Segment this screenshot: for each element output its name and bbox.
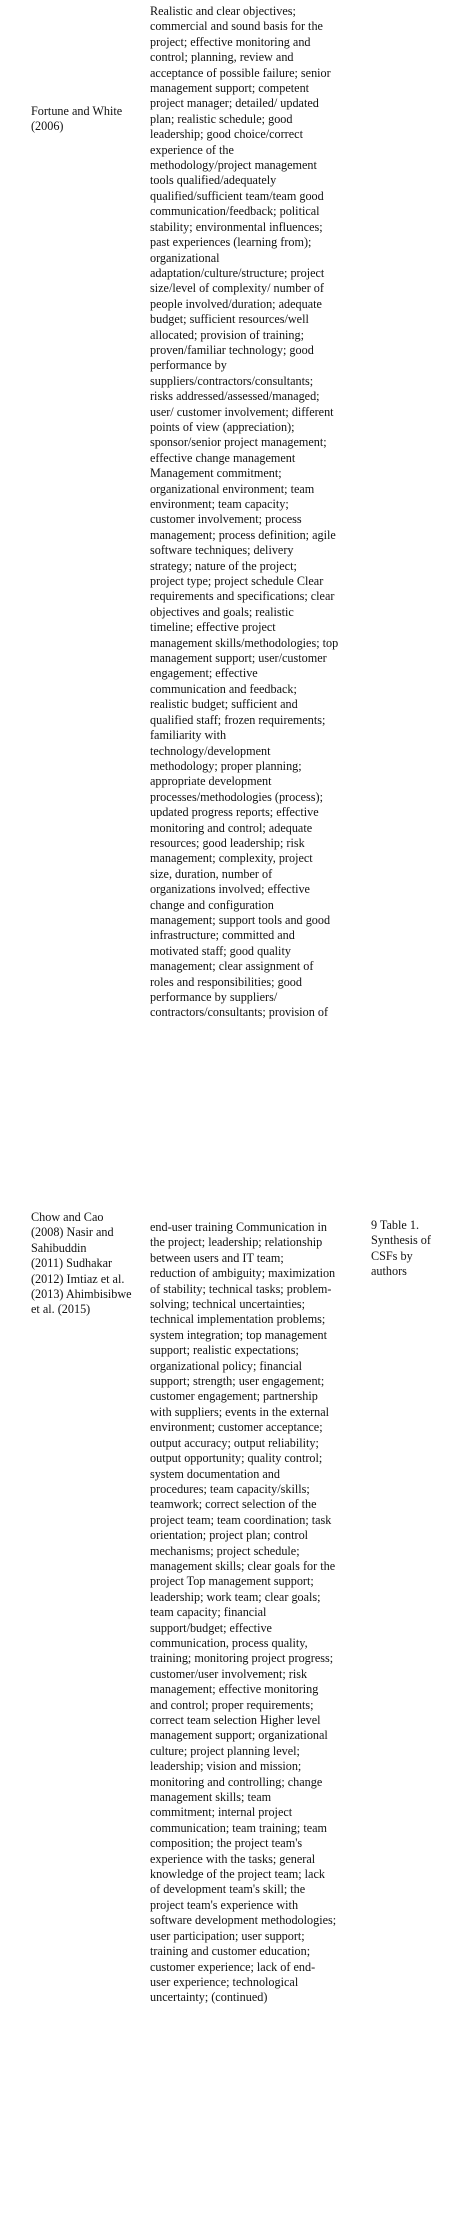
authors-cell-fortune-white: Fortune and White (2006) <box>31 104 123 134</box>
factors-cell-chow-cao-group: end-user training Communication in the project; leadership; relationship between users and IT team; reduction of ambiguity; maximization of stability; technical tasks; problem- solving; technical uncertainties; technical implementation problems; system integration; top management support; realistic expectations; organizational policy; financial support; strength; user engagement; customer engagement; partnership with suppliers; events in the external environment; customer acceptance; output accuracy; output reliability; output opportunity; quality control; system documentation and procedures; team capacity/skills; teamwork; correct selection of the project team; team coordination; task orientation; project plan; control mechanisms; project schedule; management skills; clear goals for the project Top management support; leadership; work team; clear goals; team capacity; financial support/budget; effective communication, process quality, training; monitoring project progress; customer/user involvement; risk management; effective monitoring and control; proper requirements; correct team selection Higher level management support; organizational culture; project planning level; leadership; vision and mission; monitoring and controlling; change management skills; team commitment; internal project communication; team training; team composition; the project team's experience with the tasks; general knowledge of the project team; lack of development team's skill; the project team's experience with software development methodologies; user participation; user support; training and customer education; customer experience; lack of end- user experience; technological uncertainty; (continued) <box>150 1220 337 2005</box>
authors-cell-chow-cao-group: Chow and Cao (2008) Nasir and Sahibuddin (2011) Sudhakar (2012) Imtiaz et al. (2013) Ahimbisibwe et al. (2015) <box>31 1210 132 1317</box>
factors-cell-fortune-white: Realistic and clear objectives; commercial and sound basis for the project; effective monitoring and control; planning, review and acceptance of possible failure; senior management support; competent project manager; detailed/ updated plan; realistic schedule; good leadership; good choice/correct experience of the methodology/project management tools qualified/adequately qualified/sufficient team/team good communication/feedback; political stability; environmental influences; past experiences (learning from); organizational adaptation/culture/structure; project size/level of complexity/ number of people involved/duration; adequate budget; sufficient resources/well allocated; provision of training; proven/familiar technology; good performance by suppliers/contractors/consultants; risks addressed/assessed/managed; user/ customer involvement; different points of view (appreciation); sponsor/senior project management; effective change management Management commitment; organizational environment; team environment; team capacity; customer involvement; process management; process definition; agile software techniques; delivery strategy; nature of the project; project type; project schedule Clear requirements and specifications; clear objectives and goals; realistic timeline; effective project management skills/methodologies; top management support; user/customer engagement; effective communication and feedback; realistic budget; sufficient and qualified staff; frozen requirements; familiarity with technology/development methodology; proper planning; appropriate development processes/methodologies (process); updated progress reports; effective monitoring and control; adequate resources; good leadership; risk management; complexity, project size, duration, number of organizations involved; effective change and configuration management; support tools and good infrastructure; committed and motivated staff; good quality management; clear assignment of roles and responsibilities; good performance by suppliers/ contractors/consultants; provision of <box>150 4 339 1020</box>
table-caption: 9 Table 1. Synthesis of CSFs by authors <box>371 1218 431 1279</box>
